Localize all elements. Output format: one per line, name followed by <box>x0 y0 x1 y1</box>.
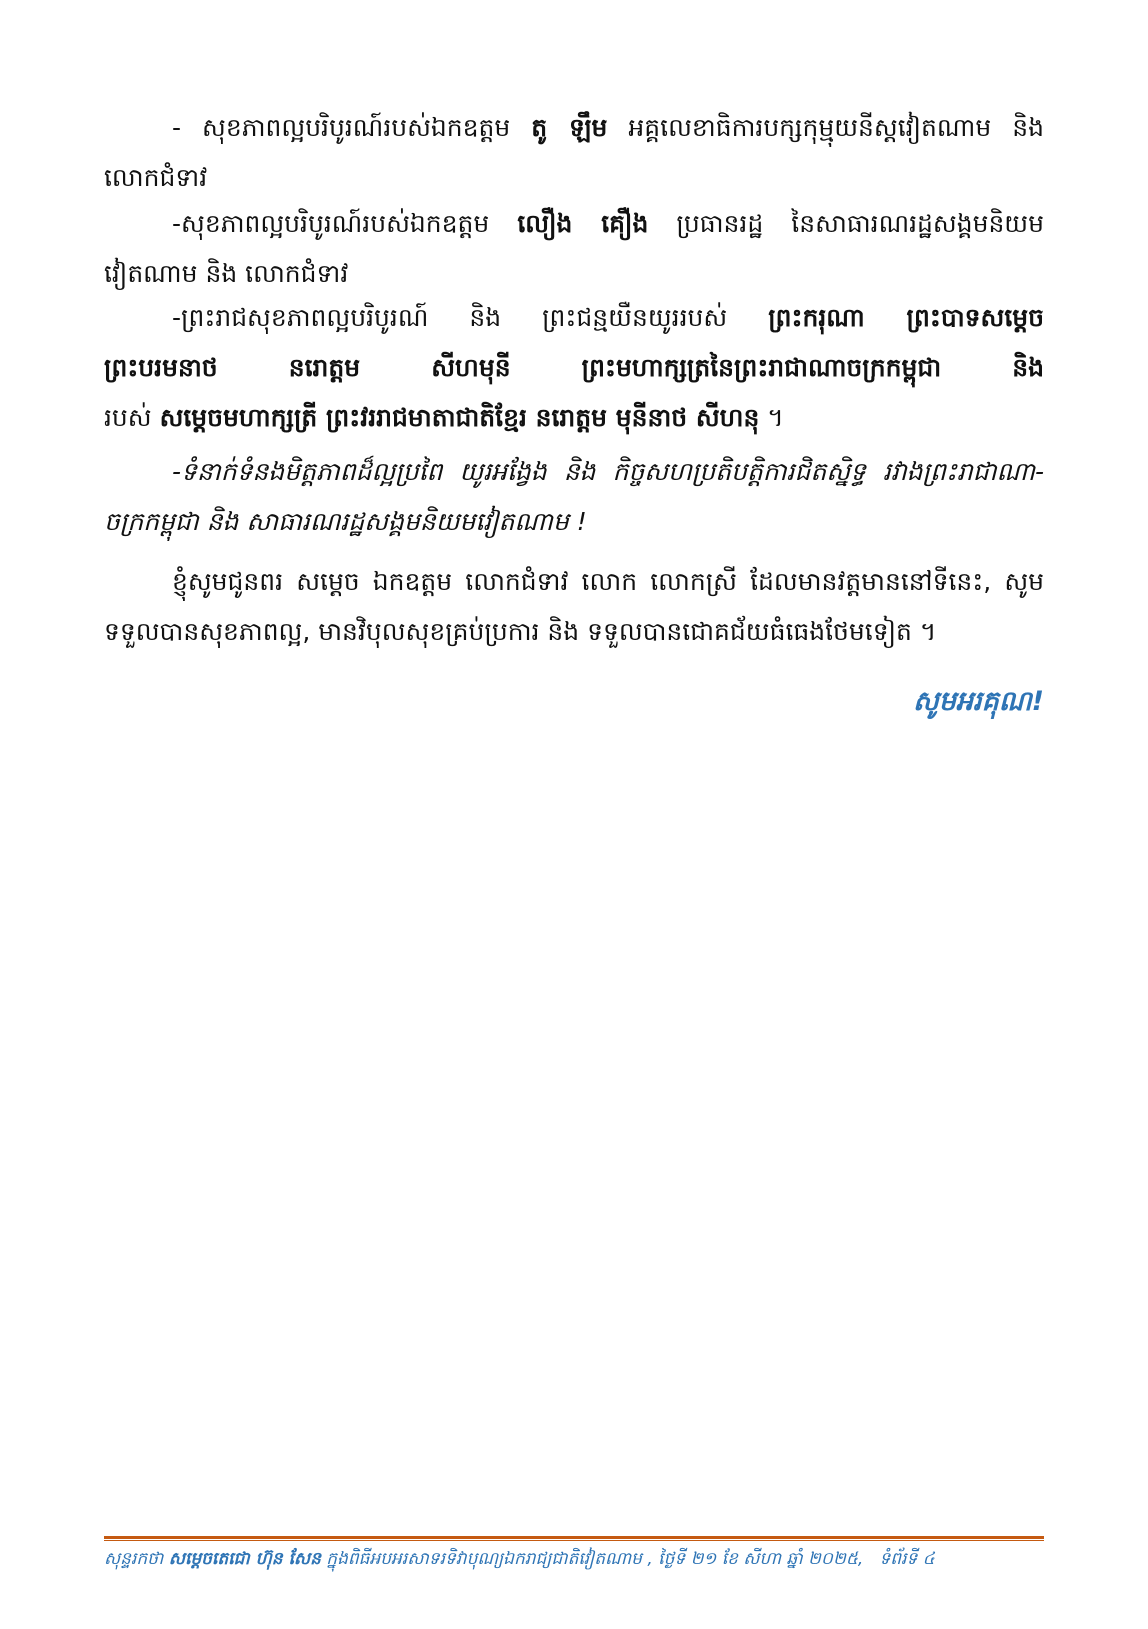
wish-paragraph-1 <box>104 103 1044 203</box>
paragraph-text: ។ <box>759 403 784 432</box>
royal-title: ព្រះករុណា ព្រះបាទសម្តេច <box>768 303 1044 332</box>
paragraph-text: -សុខភាពល្អបរិបូរណ៍របស់ឯកឧត្តម <box>172 209 518 238</box>
paragraph-text: - សុខភាពល្អបរិបូរណ៍របស់ឯកឧត្តម <box>172 113 532 142</box>
paragraph-line <box>104 199 1044 249</box>
paragraph-text: របស់ <box>104 403 160 432</box>
footer-event: ក្នុងពិធីអបអរសាទរទិវាបុណ្យឯករាជ្យជាតិវៀតណាម , ថ្ងៃទី ២១ ខែ សីហា ឆ្នាំ ២០២៥, <box>320 1549 864 1569</box>
paragraph-line <box>104 103 1044 153</box>
paragraph-line <box>104 393 1044 443</box>
paragraph-line: វៀតណាម និង លោកជំទាវ <box>104 259 349 288</box>
paragraph-text: អគ្គលេខាធិការបក្សកុម្មុយនីស្តវៀតណាម និង <box>607 113 1044 142</box>
page-number: ទំព័រទី ៤ <box>879 1549 935 1569</box>
paragraph-line: -ទំនាក់ទំនងមិត្តភាពដ៏ល្អប្រពៃ យូរអង្វែង និង កិច្ចសហប្រតិបត្តិការជិតស្និទ្ធ រវាងព្រះរាជាណា- <box>172 457 1044 486</box>
wish-paragraph-2 <box>104 199 1044 299</box>
wish-paragraph-3 <box>104 293 1044 443</box>
paragraph-line: ខ្ញុំសូមជូនពរ សម្តេច ឯកឧត្តម លោកជំទាវ លោក លោកស្រី ដែលមានវត្តមាននៅទីនេះ, សូម <box>172 567 1044 596</box>
footer-divider <box>104 1536 1044 1541</box>
person-name: លឿង គឿង <box>517 209 649 238</box>
closing-thanks: សូមអរគុណ! <box>913 686 1044 717</box>
footer-prefix: សុន្ទរកថា <box>104 1549 169 1569</box>
footer-speaker: សម្តេចតេជោ ហ៊ុន សែន <box>168 1549 321 1569</box>
paragraph-line <box>104 293 1044 343</box>
royal-title-line: ព្រះបរមនាថ នរោត្តម សីហមុនី ព្រះមហាក្សត្រនៃព្រះរាជាណាចក្រកម្ពុជា និង <box>104 353 1044 382</box>
royal-title: សម្តេចមហាក្សត្រី ព្រះវររាជមាតាជាតិខ្មែរ នរោត្តម មុនីនាថ សីហនុ <box>159 403 760 432</box>
paragraph-line: ទទួលបានសុខភាពល្អ, មានវិបុលសុខគ្រប់ប្រការ និង ទទួលបានជោគជ័យធំធេងថែមទៀត ។ <box>104 617 937 646</box>
paragraph-line: លោកជំទាវ <box>104 163 208 192</box>
person-name: តូ ឡឹម <box>531 113 608 142</box>
paragraph-text: ប្រធានរដ្ឋ នៃសាធារណរដ្ឋសង្គមនិយម <box>648 209 1044 238</box>
page-footer <box>104 1548 1044 1573</box>
blessing-paragraph <box>104 557 1044 657</box>
paragraph-text: -ព្រះរាជសុខភាពល្អបរិបូរណ៍ និង ព្រះជន្មយឺនយូររបស់ <box>172 303 769 332</box>
friendship-paragraph <box>104 447 1044 547</box>
paragraph-line: ចក្រកម្ពុជា និង សាធារណរដ្ឋសង្គមនិយមវៀតណាម ! <box>104 507 587 536</box>
